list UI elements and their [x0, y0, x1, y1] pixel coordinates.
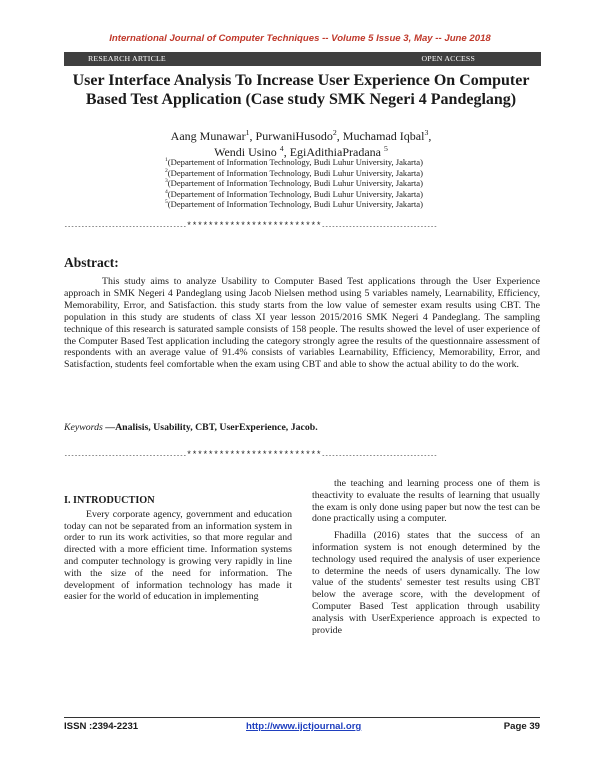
- journal-url-link[interactable]: http://www.ijctjournal.org: [246, 721, 362, 732]
- paper-title-line: Based Test Application (Case study SMK Negeri 4 Pandeglang): [85, 91, 517, 108]
- affiliation-text: (Departement of Information Technology, Budi Luhur University, Jakarta): [167, 167, 423, 178]
- author-list: [60, 128, 542, 160]
- affiliation-text: (Departement of Information Technology, Budi Luhur University, Jakarta): [167, 188, 423, 199]
- paper-title: [60, 71, 542, 109]
- abstract-body: This study aims to analyze Usability to Computer Based Test applications through the User Experience approach in SMK Negeri 4 Pandeglang using Jacob Nielsen method using 5 variables namely, Learnability, Efficiency, Memorability, Error, and Satisfaction. this study starts from the low value of semester exam results using CBT. The population in this study are students of class XI year lesson 2015/2016 SMK Negeri 4 Pandeglang. The sampling technique of this research is saturated sample consists of 158 people. The results showed the level of user experience of the Computer Based Test application including the category strongly agree the results of the questionnaire assessment of respondents with an average value of 91.4% consists of variables Learnability, Efficiency, Memorability, Error, and Satisfaction, students feel comfortable when the exam using CBT and able to show the actual ability to do the work.: [64, 276, 540, 371]
- section-divider: [64, 450, 540, 461]
- affiliation: [165, 178, 485, 189]
- author-separator: ,: [249, 129, 256, 143]
- affiliation: [165, 199, 485, 210]
- open-access-label: OPEN ACCESS: [421, 54, 475, 63]
- author-sup: 1: [245, 128, 250, 137]
- abstract-heading: Abstract:: [64, 255, 119, 270]
- affiliation-sup: 1: [165, 157, 168, 164]
- section-divider: [64, 221, 540, 232]
- author-name: PurwaniHusodo: [255, 129, 333, 143]
- introduction-paragraph: the teaching and learning process one of them is theactivity to evaluate the results of learning that usually the exam is only done using paper but now the test can be done practically using a computer.: [312, 478, 540, 525]
- paper-title-line: User Interface Analysis To Increase User Experience On Computer: [72, 72, 530, 89]
- author-name: Aang Munawar: [170, 129, 246, 143]
- author-sup: 5: [384, 144, 388, 153]
- affiliation: [165, 189, 485, 200]
- author-line: [60, 128, 542, 144]
- divider-stars: *************************: [186, 221, 322, 231]
- author-name: EgiAdithiaPradana: [289, 145, 384, 159]
- affiliation-sup: 3: [165, 178, 168, 185]
- affiliation: [165, 157, 485, 168]
- affiliation-list: [165, 157, 485, 210]
- keywords-value: —Analisis, Usability, CBT, UserExperience, Jacob.: [102, 422, 318, 433]
- divider-stars: *************************: [186, 450, 322, 460]
- keywords-label: Keywords: [64, 422, 103, 433]
- affiliation-sup: 5: [165, 199, 168, 206]
- right-column: [312, 478, 540, 636]
- introduction-paragraph: Every corporate agency, government and education today can not be separated from an information system in order to run its work activities, so that more regular and directed with a more efficient time. Information systems and computer technology is growing very rapidly in line with the size of the need for information. The development of information technology has made it easier for the world of education in implementing: [64, 508, 292, 603]
- author-sup: 3: [424, 128, 429, 137]
- introduction-heading: I. INTRODUCTION: [64, 495, 155, 506]
- left-column: [64, 495, 292, 603]
- author-separator: ,: [283, 145, 290, 159]
- journal-header: International Journal of Computer Techniques -- Volume 5 Issue 3, May -- June 2018: [109, 33, 491, 44]
- introduction-paragraph: Fhadilla (2016) states that the success of an information system is not enough determined by the technology used required the analysis of user experience to determine the needs of users dynamically. The low value of the students' semester test results using CBT below the average score, with the development of Computer Based Test application through usability analysis with UserExperience approach is expected to provide: [312, 530, 540, 636]
- divider-dashes: ------------------------------------: [64, 223, 187, 230]
- affiliation: [165, 168, 485, 179]
- issn-label: ISSN :2394-2231: [64, 721, 139, 732]
- divider-dashes: ------------------------------------: [64, 452, 187, 459]
- footer-rule: [64, 717, 540, 718]
- affiliation-sup: 2: [165, 167, 168, 174]
- divider-dashes: ----------------------------------: [321, 223, 438, 230]
- affiliation-text: (Departement of Information Technology, Budi Luhur University, Jakarta): [167, 178, 423, 189]
- author-sup: 2: [332, 128, 337, 137]
- author-separator: ,: [428, 129, 432, 143]
- affiliation-text: (Departement of Information Technology, Budi Luhur University, Jakarta): [167, 199, 423, 210]
- research-article-label: RESEARCH ARTICLE: [88, 54, 166, 63]
- author-name: Wendi Usino: [214, 145, 280, 159]
- author-separator: ,: [336, 129, 343, 143]
- author-name: Muchamad Iqbal: [342, 129, 425, 143]
- affiliation-text: (Departement of Information Technology, Budi Luhur University, Jakarta): [167, 157, 423, 167]
- author-sup: 4: [279, 144, 284, 153]
- page-number: Page 39: [503, 721, 540, 732]
- article-banner: [64, 52, 541, 66]
- divider-dashes: ----------------------------------: [321, 452, 438, 459]
- affiliation-sup: 4: [165, 188, 168, 195]
- keywords: [64, 422, 540, 433]
